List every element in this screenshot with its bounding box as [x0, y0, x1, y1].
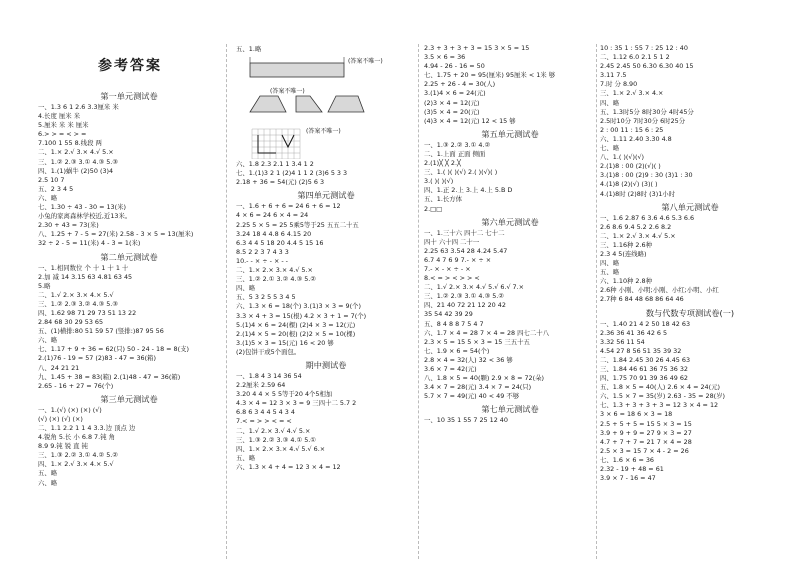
answer-line: 6.8 6 3 4 4 5 4 3 4	[236, 408, 295, 417]
section-heading: 第二单元测试卷	[100, 251, 158, 262]
answer-line: 五、2 3 4 5	[38, 184, 74, 193]
answer-line: 四、1.75 70 91 39 36 49 62	[600, 374, 688, 383]
answer-line: 七、1.9 × 6 = 54(个)	[424, 346, 490, 355]
answer-line: 七、1.6 × 6 = 36	[600, 455, 654, 464]
answer-line: 3.24 18 4 4.8 6 4.15 20	[236, 229, 312, 238]
answer-line: 三、1.② 2.① 3.② 4.③ 5.②	[236, 275, 317, 284]
answer-line: 六、略	[38, 193, 58, 202]
answer-line: 六、1.3 × 6 = 18(个) 3.(1)3 × 3 = 9(个)	[236, 302, 361, 311]
answer-line: 六、1.8 2.3 2.1 1 3.4 1 2	[236, 160, 314, 169]
answer-line: (2)3 × 4 = 12(元)	[424, 98, 480, 107]
answer-line: 五、1.长方体	[424, 195, 463, 204]
answer-line: 一、1.8 4 3 14 36 54	[236, 371, 302, 380]
answer-line: 4.(1)8 (2)(√) (3)( )	[600, 180, 658, 189]
answer-line: 三、1.84 46 61 36 75 36 32	[600, 365, 688, 373]
answer-line: 4.3 × 4 = 12 3 × 3 = 9 三四十二 5.7 2	[236, 399, 357, 408]
answer-line: 二、1.84 2.45 30 26 4.45 63	[600, 355, 691, 364]
answer-line: 6.3 4 4 5 18 20 4.4 5 15 16	[236, 238, 324, 247]
answer-line: 2.5 + 5 + 5 = 15 5 × 3 = 15	[600, 419, 692, 428]
answer-line: 35 54 42 39 29	[424, 310, 473, 319]
answer-line: 八、1.8 × 5 = 40(颗) 2.9 × 8 = 72(朵)	[424, 374, 544, 383]
answer-line: 二、1.× 2.× 3.× 4.√ 5.×	[236, 266, 313, 275]
answer-line: 八、24 21 21	[38, 363, 80, 372]
section-heading: 第四单元测试卷	[297, 190, 355, 201]
answer-line: 2.6种 小刚、小明;小刚、小红;小明、小红	[600, 286, 719, 295]
answer-line: 2.6 8.6 9.4 5.2 2.6 8.2	[600, 222, 672, 231]
answer-line: 2.5 × 3 = 15 7 × 4 - 2 = 26	[600, 446, 689, 455]
answer-line: 八、1.( )(√)(√)	[600, 153, 645, 162]
answer-line: 3.3 × 4 + 3 = 15(根) 4.2 × 3 + 1 = 7(个)	[236, 311, 367, 320]
answer-line: 5.(1)4 × 6 = 24(棵) (2)4 × 3 = 12(元)	[236, 320, 356, 329]
answer-line: 2.25 63 3.54 28 4.24 5.47	[424, 246, 508, 255]
answer-line: 2.25 5 × 5 = 25 5乘5等于25 五五二十五	[236, 220, 359, 229]
answer-line: 3.20 4 4 × 5 5等于20 4个5相加	[236, 390, 333, 399]
answer-line: 2.45 2.45 50 6.30 6.30 40 15	[600, 62, 694, 71]
answer-line: 五、略	[38, 469, 58, 478]
section-heading: 第八单元测试卷	[661, 201, 719, 212]
answer-line: 2.18 + 36 = 54(元) (2)5 6 3	[236, 178, 325, 187]
answer-column-3	[424, 44, 596, 425]
answer-line: 一、1.三十六 四十二 七十二	[424, 228, 505, 237]
answer-line: 2 : 00 11 : 15 6 : 25	[600, 125, 664, 134]
answer-line: 一、1.③ 2.② 3.① 4.②	[424, 140, 491, 149]
answer-line: 4.7 + 7 + 7 = 21 7 × 4 = 28	[600, 437, 692, 446]
answer-line: 二、1.√ 2.× 3.× 4.√ 5.√ 6.√ 7.×	[424, 283, 525, 292]
answer-column-2	[236, 45, 416, 472]
answer-line: 4 × 6 = 24 6 × 4 = 24	[236, 211, 309, 220]
answer-line: 七、1.17 + 9 + 36 = 62(只) 50 - 24 - 18 = 8(支)	[38, 345, 189, 354]
answer-line: 三、1.② 2.③ 3.① 4.③ 5.②	[424, 292, 505, 301]
figure-note: (答案不唯一)	[306, 128, 341, 136]
answer-line: 二、1.× 2.√ 3.× 4.√ 5.×	[38, 148, 114, 157]
section-heading: 第一单元测试卷	[100, 91, 158, 101]
answer-line: 2.2厘米 2.59 64	[236, 381, 286, 390]
answer-line: 七、1.(1)3 2 1 (2)4 1 1 2 (3)6 5 3 3	[236, 169, 348, 178]
answer-line: 2.(1)4 × 5 = 20(根) (2)2 × 5 = 10(棵)	[236, 329, 356, 338]
answer-line: (3)5 × 4 = 20(元)	[424, 107, 480, 116]
answer-line: 8.< = > < > > <	[424, 274, 480, 283]
answer-line: 2.3 × 5 = 15 5 × 3 = 15 三五十五	[424, 337, 530, 346]
section-heading: 第六单元测试卷	[481, 216, 539, 227]
answer-line: 3 × 6 = 18 6 × 3 = 18	[600, 410, 673, 419]
trap-figure	[236, 90, 416, 124]
column-divider	[596, 44, 597, 559]
answer-line: 5.7 × 7 = 49(元) 40 < 49 不够	[424, 392, 520, 401]
answer-line: 九、1.45 + 38 = 83(箱) 2.(1)48 - 47 = 36(箱)	[38, 372, 181, 381]
answer-line: 三、1.16种 2.6种	[600, 240, 652, 249]
answer-line: 2.25 + 26 - 4 = 30(人)	[424, 80, 496, 89]
answer-line: (4)3 × 4 = 12(元) 12 < 15 够	[424, 116, 516, 125]
answer-line: 4.94 - 26 - 16 = 50	[424, 62, 485, 71]
answer-line: 七、1.30 ÷ 43 - 30 = 13(米)	[38, 203, 126, 212]
answer-line: 七、略	[600, 144, 620, 153]
figure-note: (答案不唯一)	[270, 88, 305, 96]
answer-line: 7.< = > > < = <	[236, 417, 292, 426]
answer-line: 7.时 分 8.90	[600, 80, 638, 89]
answer-line: 3.9 + 9 + 9 = 27 9 × 3 = 27	[600, 428, 692, 437]
answer-line: 6.7 4 7 6 9 7.- × ÷ ×	[424, 255, 492, 264]
answer-line: 3.( )( )(√)	[424, 177, 454, 186]
answer-line: 六、1.5 × 7 = 35(岁) 2.63 - 35 = 28(岁)	[600, 392, 726, 401]
answer-line: 7.- × - × ÷ - ×	[424, 264, 471, 273]
column-divider	[226, 44, 227, 559]
answer-line: 5.略	[38, 281, 51, 290]
answer-line: 二、1.上面 正面 侧面	[424, 149, 486, 158]
section-heading: 第七单元测试卷	[481, 404, 539, 415]
answer-line: 4.(1)8时 (2)8时 (3)1小时	[600, 189, 676, 198]
answer-line: 五、5 3 2 5 5 3 4 5	[236, 293, 296, 302]
answer-line: 一、1.相同数位 个 十 1 十 1 十	[38, 263, 129, 272]
answer-line: 五、1.3时5分 8时30分 4时45分	[600, 107, 694, 116]
answer-line: 3.5 × 6 = 36	[424, 53, 466, 62]
answer-line: 七、1.75 + 20 = 95(厘米) 95厘米 < 1米 够	[424, 71, 556, 80]
answer-line: 3.(1)5 × 3 = 15(元) 16 < 20 够	[236, 338, 334, 347]
answer-line: 三、1.② 2.③ 3.① 4.③ 5.③	[38, 157, 119, 166]
answer-line: 2.8 × 4 = 32(人) 32 < 36 够	[424, 355, 513, 364]
page-title: 参考答案	[98, 58, 162, 74]
answer-line: 二、1.√ 2.× 3.× 4.× 5.√	[38, 290, 114, 299]
answer-line: 六、1.3 × 4 + 4 = 12 3 × 4 = 12	[236, 462, 341, 471]
answer-line: 四、1.(1)蜗牛 (2)50 (3)4	[38, 166, 114, 175]
answer-line: 二、1.1 2.2 1 1 4 3.3.边 顶点 边	[38, 424, 136, 432]
answer-line: 八、1.25 + 7 - 5 = 27(米) 2.58 - 3 × 5 = 13(厘米)	[38, 230, 194, 239]
answer-line: 2.3 + 3 + 3 + 3 = 15 3 × 5 = 15	[424, 44, 530, 52]
answer-line: 二、1.√ 2.× 3.√ 4.√ 5.×	[236, 426, 311, 435]
answer-column-4	[600, 44, 780, 483]
answer-line: 五、1.8 × 5 = 40(人) 2.6 × 4 = 24(元)	[600, 383, 720, 392]
answer-line: (√) (×) (√) (×)	[38, 414, 83, 423]
answer-line: 4.锐角 5.长 小 6.8 7.钝 角	[38, 433, 115, 442]
answer-line: 五、(1)横排:80 51 59 57 (竖排:)87 95 56	[38, 327, 164, 336]
answer-line: 五、略	[236, 453, 256, 462]
answer-line: 一、1.3 6 1 2.6 3.3厘米 米	[38, 103, 119, 111]
answer-line: 2.5 10 7	[38, 175, 65, 184]
answer-line: 四、略	[600, 98, 620, 107]
answer-line: 2.(1)76 - 19 = 57 (2)83 - 47 = 36(箱)	[38, 354, 156, 363]
answer-line: 5.厘米 米 米 厘米	[38, 121, 89, 130]
answer-line: 2.(1)╳ ╳ 2.╳	[424, 159, 461, 168]
answer-line: 2.30 + 43 = 73(米)	[38, 221, 99, 230]
answer-line: 六、1.7 × 4 = 28 7 × 4 = 28 四七二十八	[424, 328, 550, 337]
answer-line: 3.(1)4 × 6 = 24(元)	[424, 89, 486, 98]
answer-line: 五、1.略	[236, 45, 262, 53]
section-heading: 第三单元测试卷	[100, 393, 158, 404]
answer-line: 六、略	[38, 478, 58, 487]
section-heading: 期中测试卷	[305, 359, 347, 370]
answer-line: 四、1.× 2.× 3.× 4.√ 5.√ 6.×	[236, 444, 326, 453]
answer-line: 3.32 56 11 54	[600, 337, 645, 346]
answer-line: 一、1.6 2.87 6 3.6 4.6 5.3 6.6	[600, 213, 695, 222]
answer-line: 三、1.③ 2.② 3.③ 4.① 5.①	[236, 435, 317, 444]
answer-line: 2.加 减 14 3.15 63 4.81 63 45	[38, 272, 133, 281]
answer-line: 三、1.② 2.③ 3.② 4.③ 5.③	[38, 299, 119, 308]
answer-line: 一、1.40 21 4 2 50 18 42 63	[600, 319, 691, 328]
answer-line: 一、1.(√) (×) (×) (√)	[38, 405, 102, 414]
answer-column-1	[38, 88, 220, 488]
answer-line: 六、1.10种 2.8种	[600, 277, 652, 286]
answer-line: 三、1.( )( )(√) 2.( )(√)( )	[424, 168, 498, 177]
answer-line: 2.□□	[424, 204, 443, 213]
answer-line: 4.长度 厘米 米	[38, 112, 81, 121]
answer-line: 五、8 4 8 8 7 5 4 7	[424, 319, 484, 328]
figure-note: (答案不唯一)	[348, 58, 383, 66]
answer-line: 四、1.62 98 71 29 73 51 13 22	[38, 308, 137, 317]
answer-line: 2.65 - 16 + 27 = 76(个)	[38, 381, 114, 390]
grid-figure	[236, 125, 416, 159]
answer-line: 2.32 - 19 + 48 = 61	[600, 465, 664, 474]
column-divider	[418, 44, 419, 559]
answer-line: 3.(1)8 : 00 (2)9 : 30 (3)1 : 30	[600, 171, 693, 180]
answer-line: 三、1.× 2.√ 3.× 4.×	[600, 89, 664, 98]
answer-line: 四、1.× 2.√ 3.× 4.× 5.√	[38, 460, 114, 469]
answer-line: 2.7种 6 84 48 68 86 64 46	[600, 295, 684, 304]
answer-line: 8.9 9.钝 锐 直 钝	[38, 442, 88, 451]
answer-line: 32 ÷ 2 - 5 = 11(米) 4 - 3 = 1(米)	[38, 239, 141, 248]
answer-line: 3.6 × 7 = 42(元)	[424, 365, 477, 373]
answer-line: 二、1.× 2.√ 3.× 4.√ 5.×	[600, 231, 676, 240]
answer-line: 四、1.正 2.上 3.上 4.上 5.B D	[424, 186, 513, 195]
answer-line: 3.4 × 7 = 28(元) 3.4 × 7 = 24(只)	[424, 383, 532, 392]
answer-line: 小兔的家离森林学校近,近13米。	[38, 212, 132, 221]
answer-line: 四、略	[236, 284, 256, 293]
answer-line: (2)包饼干或5个面包。	[236, 347, 301, 356]
rect-figure	[236, 55, 416, 89]
answer-line: 3.11 7.5	[600, 71, 627, 80]
answer-line: 10.- - × ÷ - × - -	[236, 256, 288, 265]
answer-line: 2.36 36 41 36 42 6 5	[600, 328, 668, 337]
answer-line: 六、1.11 2.40 3.30 4.8	[600, 134, 672, 143]
answer-line: 三、1.③ 2.② 3.① 4.② 5.②	[38, 451, 119, 460]
answer-line: 四、21 40 72 21 12 20 42	[424, 301, 506, 310]
answer-line: 五、略	[600, 268, 620, 277]
answer-line: 3.9 × 7 - 16 = 47	[600, 474, 656, 483]
answer-line: 一、1.6 + 6 + 6 = 24 6 + 6 = 12	[236, 202, 341, 211]
section-heading: 数与代数专项测试卷(一)	[645, 307, 735, 318]
answer-line: 10 : 35 1 : 55 7 : 25 12 : 40	[600, 44, 688, 52]
section-heading: 第五单元测试卷	[481, 128, 539, 139]
answer-line: 4.54 27 8 56 51 35 39 32	[600, 346, 682, 355]
answer-line: 2.84 68 30 29 53 65	[38, 318, 104, 327]
answer-line: 二、1.12 6.0 2.1 5 1 2	[600, 53, 670, 62]
answer-line: 六、略	[38, 336, 58, 345]
answer-line: 四十 六十四 二十一	[424, 237, 480, 246]
answer-line: 2.3 4 5(连线略)	[600, 249, 647, 258]
answer-line: 2.5时10分 7时30分 6时25分	[600, 116, 686, 125]
answer-line: 7.100 1 55 8.线段 两	[38, 139, 102, 148]
answer-line: 七、1.3 + 3 + 3 + 3 = 12 3 × 4 = 12	[600, 401, 719, 410]
answer-line: 8.5 2 2 3 7 4 3 3	[236, 247, 289, 256]
answer-line: 一、10 35 1 55 7 25 12 40	[424, 416, 508, 425]
answer-line: 6.> > = < > =	[38, 130, 87, 139]
answer-line: 四、略	[600, 259, 620, 268]
answer-line: 2.(1)8 : 00 (2)(√)( )	[600, 162, 661, 171]
